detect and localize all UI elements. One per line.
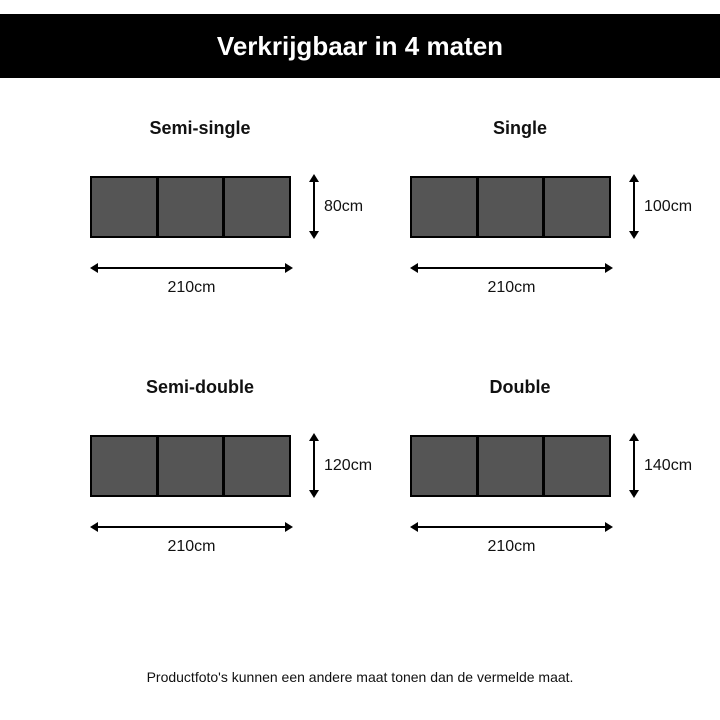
size-option-semi-double (90, 377, 390, 577)
mattress-panel (479, 178, 543, 236)
height-arrow-icon (628, 174, 640, 239)
mattress-panel (92, 178, 156, 236)
mattress-panel (225, 178, 289, 236)
size-option-semi-single (90, 118, 390, 318)
mattress-diagram (410, 435, 611, 497)
width-arrow-icon (410, 262, 613, 274)
height-arrow-icon (308, 433, 320, 498)
width-label: 210cm (487, 538, 536, 555)
mattress-panel (412, 437, 476, 495)
mattress-panel (545, 437, 609, 495)
mattress-panel (545, 178, 609, 236)
page-title: Verkrijgbaar in 4 maten (216, 30, 504, 61)
width-arrow-icon (410, 521, 613, 533)
size-option-double (410, 377, 710, 577)
mattress-panel (159, 437, 223, 495)
mattress-diagram (410, 176, 611, 238)
mattress-panel (225, 437, 289, 495)
size-title: Double (489, 377, 551, 397)
width-label: 210cm (167, 279, 216, 296)
mattress-panel (159, 178, 223, 236)
width-label: 210cm (487, 279, 536, 296)
width-label: 210cm (167, 538, 216, 555)
header-banner (0, 14, 720, 78)
height-label: 100cm (644, 198, 693, 215)
size-title: Semi-double (145, 377, 254, 397)
size-title: Semi-single (149, 118, 251, 138)
mattress-panel (479, 437, 543, 495)
mattress-panel (92, 437, 156, 495)
width-arrow-icon (90, 521, 293, 533)
height-arrow-icon (308, 174, 320, 239)
mattress-panel (412, 178, 476, 236)
size-option-single (410, 118, 710, 318)
mattress-diagram (90, 435, 291, 497)
disclaimer-note: Productfoto's kunnen een andere maat tonen dan de vermelde maat. (146, 669, 574, 685)
height-label: 80cm (324, 198, 364, 215)
mattress-diagram (90, 176, 291, 238)
height-label: 120cm (324, 457, 373, 474)
width-arrow-icon (90, 262, 293, 274)
height-arrow-icon (628, 433, 640, 498)
height-label: 140cm (644, 457, 693, 474)
size-title: Single (492, 118, 547, 138)
